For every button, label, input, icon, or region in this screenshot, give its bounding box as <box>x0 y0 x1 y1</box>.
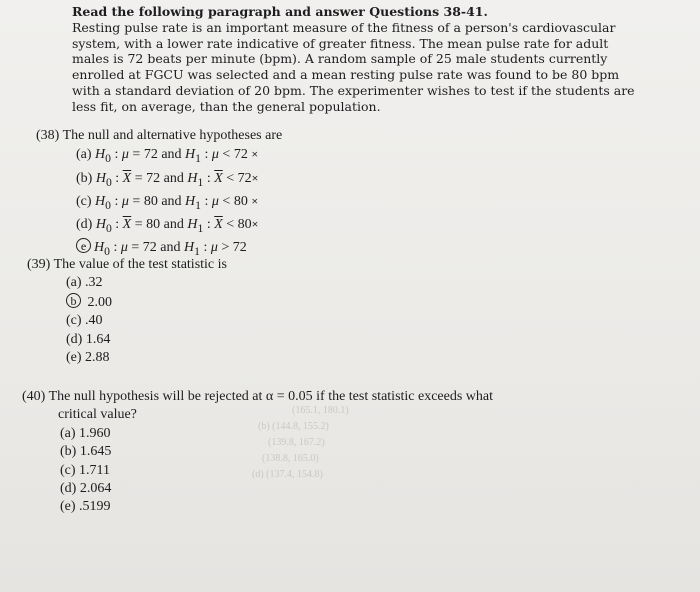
intro-heading: Read the following paragraph and answer Questions 38-41. <box>72 4 488 19</box>
intro-paragraph <box>72 4 642 115</box>
question-39 <box>27 256 227 367</box>
cross-mark-icon: × <box>251 217 259 232</box>
bleed-through-line: (138.8, 165.0) <box>262 453 319 464</box>
q39-option-e: (e) 2.88 <box>66 350 110 366</box>
q38-number: (38) <box>36 128 60 143</box>
cross-mark-icon: × <box>251 147 259 162</box>
q40-option-b: (b) 1.645 <box>60 444 112 460</box>
q40-stem-line2: critical value? <box>58 407 137 423</box>
q38-option-a: (a) $H_0$ : μ = 72 and $H_1$ : μ < 72 × <box>76 147 259 166</box>
cross-mark-icon: × <box>251 170 259 185</box>
q39-option-c: (c) .40 <box>66 313 103 329</box>
bleed-through-line: (b) (144.8, 155.2) <box>258 421 329 432</box>
q38-option-c: (c) $H_0$ : μ = 80 and $H_1$ : μ < 80 × <box>76 193 259 212</box>
question-40 <box>22 388 493 517</box>
q38-option-b: (b) $H_0$ : $\overline{X} = 72$ and $H_1$ : $\overline{X} < 72\times$ <box>76 170 259 189</box>
q38-option-e: e $H_0$ : μ = 72 and $H_1$ : μ > 72 <box>76 238 282 261</box>
circled-answer-icon: b <box>66 293 81 308</box>
bleed-through-line: (165.1, 180.1) <box>292 405 349 416</box>
q39-stem: The value of the test statistic is <box>53 257 227 272</box>
question-38 <box>36 127 282 261</box>
q40-stem-line1: The null hypothesis will be rejected at α = 0.05 if the test statistic exceeds what <box>48 389 494 404</box>
cross-mark-icon: × <box>251 193 259 208</box>
q39-option-b: b 2.00 <box>66 293 227 312</box>
bleed-through-line: (d) (137.4, 154.8) <box>252 469 323 480</box>
q40-option-e: (e) .5199 <box>60 499 111 515</box>
q40-option-d: (d) 2.064 <box>60 481 112 497</box>
q38-stem: The null and alternative hypotheses are <box>62 128 283 143</box>
q39-number: (39) <box>27 257 51 272</box>
q40-option-a: (a) 1.960 <box>60 425 111 441</box>
q40-option-c: (c) 1.711 <box>60 462 111 478</box>
circled-answer-icon: e <box>76 238 91 253</box>
bleed-through-line: (139.8, 167.2) <box>268 437 325 448</box>
intro-body: Resting pulse rate is an important measure of the fitness of a person's cardiovascular system, with a lower rate indicative of greater fitness. The mean pulse rate for adult males is 72 beats per minute (bpm). A random sample of 25 male students currently enrolled at FGCU was selected and a mean resting pulse rate was found to be 80 bpm with a standard deviation of 20 bpm. The experimenter wishes to test if the students are less fit, on average, than the general population. <box>72 19 635 114</box>
q39-option-d: (d) 1.64 <box>66 331 111 347</box>
q40-number: (40) <box>22 389 46 404</box>
q39-option-a: (a) .32 <box>66 275 103 291</box>
q38-option-d: (d) $H_0$ : $\overline{X} = 80$ and $H_1$ : $\overline{X} < 80\times$ <box>76 217 259 235</box>
